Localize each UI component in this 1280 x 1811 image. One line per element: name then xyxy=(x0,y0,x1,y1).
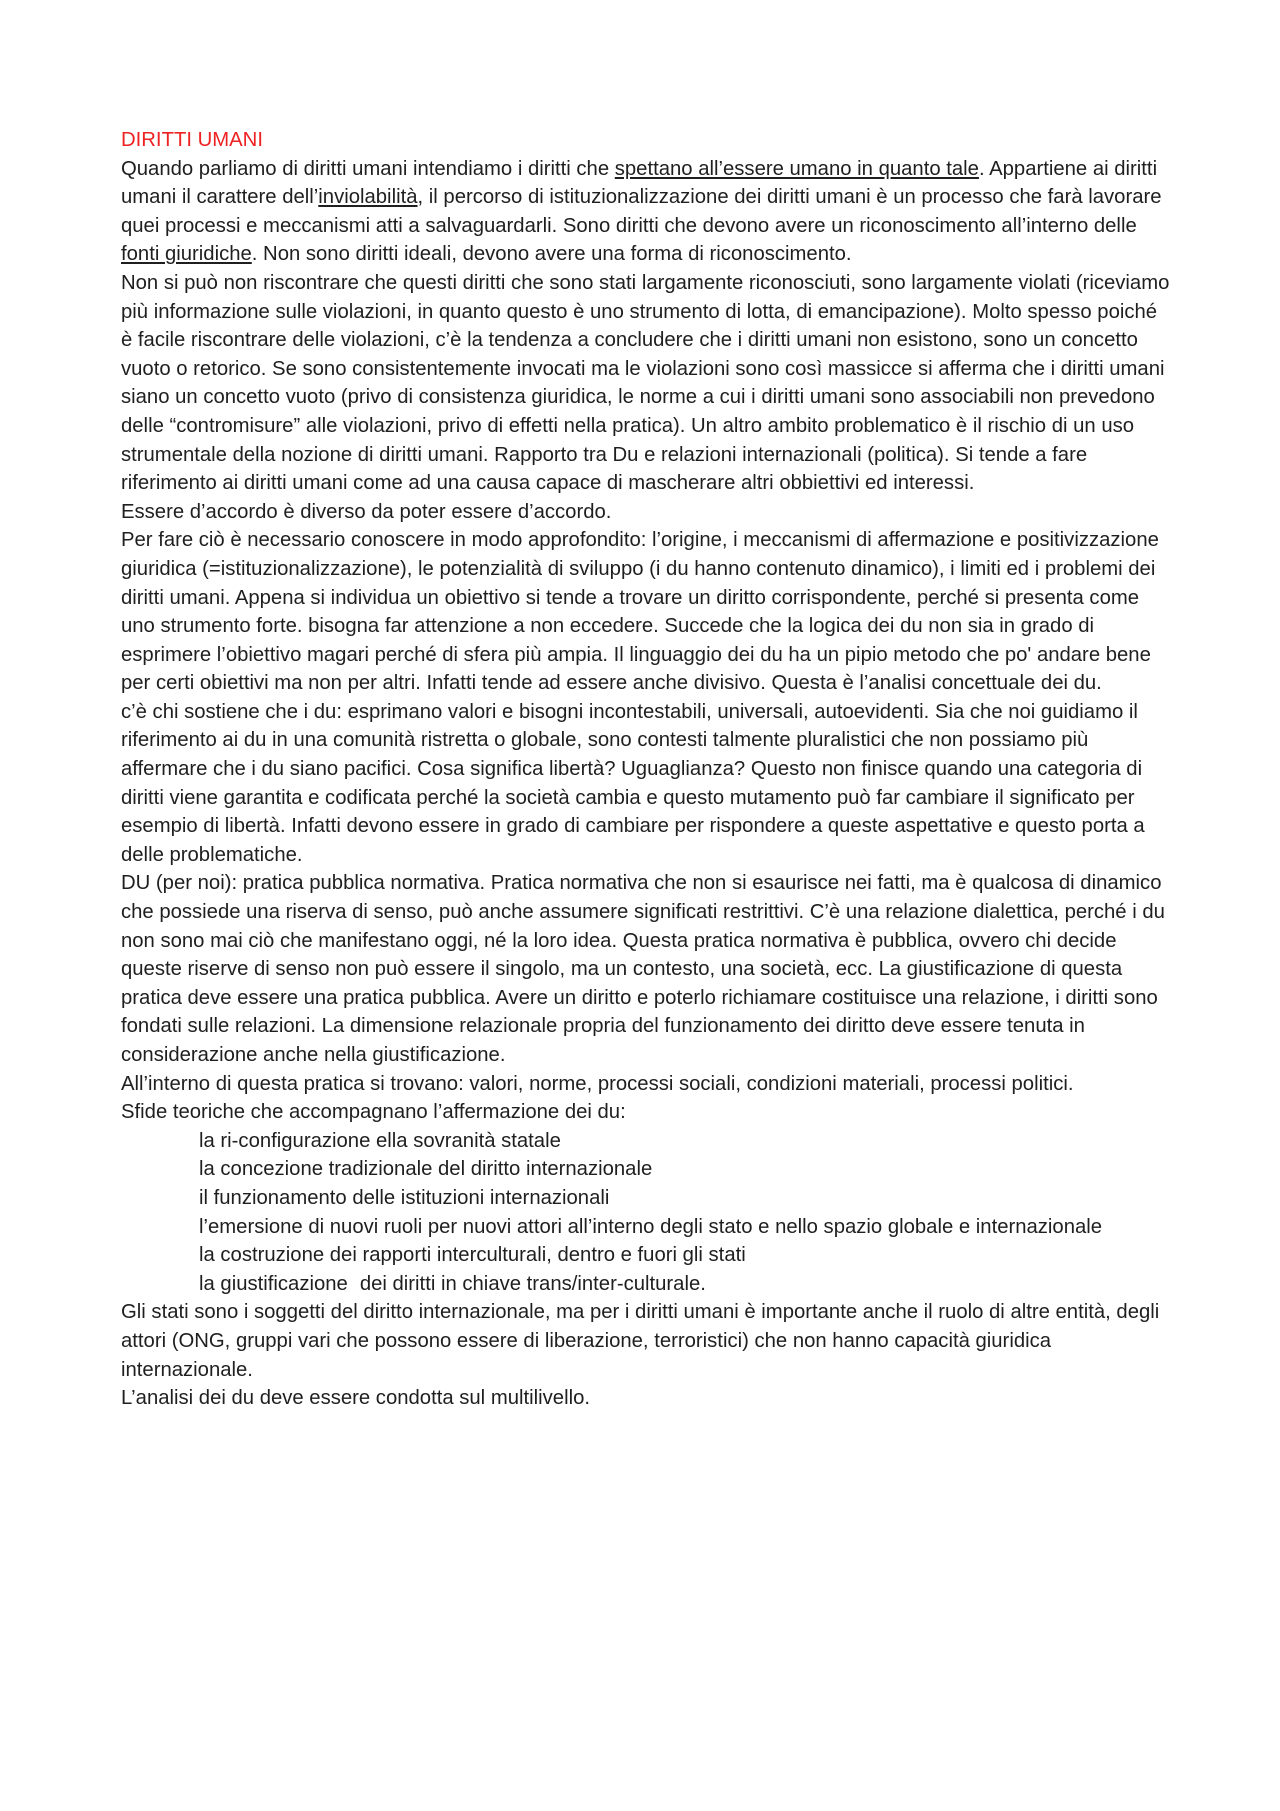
intro-text-a: Quando parliamo di diritti umani intendiamo i diritti che xyxy=(121,157,615,180)
paragraph-pratica-normativa: DU (per noi): pratica pubblica normativa. Pratica normativa che non si esaurisce nei fatti, ma è qualcosa di dinamico che possiede una riserva di senso, può anche assumere significati restrittivi. C’è una relazione dialettica, perché i du non sono mai ciò che manifestano oggi, né la loro idea. Questa pratica normativa è pubblica, ovvero chi decide queste riserve di senso non può essere il singolo, ma un contesto, una società, ecc. La giustificazione di questa pratica deve essere una pratica pubblica. Avere un diritto e poterlo richiamare costituisce una relazione, i diritti sono fondati sulle relazioni. La dimensione relazionale propria del funzionamento dei diritto deve essere tenuta in considerazione anche nella giustificazione. xyxy=(121,872,1165,1066)
underlined-phrase-fonti-giuridiche: fonti giuridiche xyxy=(121,243,252,266)
paragraph-elementi-pratica: All’interno di questa pratica si trovano: valori, norme, processi sociali, condizioni materiali, processi politici. xyxy=(121,1072,1074,1095)
document-title: DIRITTI UMANI xyxy=(121,129,263,151)
intro-text-b: . Appartiene ai diritti umani il carattere dell’ xyxy=(121,157,1158,209)
intro-text-d: . Non sono diritti ideali, devono avere una forma di riconoscimento. xyxy=(251,243,852,266)
document-page xyxy=(121,126,1171,1413)
list-item: il funzionamento delle istituzioni internazionali xyxy=(199,1186,610,1209)
underlined-word-inviolabilita: inviolabilità xyxy=(318,186,418,209)
underlined-phrase-essere-umano: spettano all’essere umano in quanto tale xyxy=(614,157,979,180)
list-item: la ri-configurazione ella sovranità statale xyxy=(199,1129,561,1152)
list-item-text-b: dei diritti in chiave trans/inter-culturale. xyxy=(359,1272,706,1295)
paragraph-intro xyxy=(121,155,1171,269)
list-item: la concezione tradizionale del diritto internazionale xyxy=(199,1158,653,1181)
list-item-wrapped xyxy=(121,1213,1171,1242)
paragraph-violazioni: Non si può non riscontrare che questi diritti che sono stati largamente riconosciuti, sono largamente violati (riceviamo più informazione sulle violazioni, in quanto questo è uno strumento di lotta, di emancipazione). Molto spesso poiché è facile riscontrare delle violazioni, c’è la tendenza a concludere che i diritti umani non esistono, sono un concetto vuoto o retorico. Se sono consistentemente invocati ma le violazioni sono così massicce si afferma che i diritti umani siano un concetto vuoto (privo di consistenza giuridica, le norme a cui i diritti umani sono associabili non prevedono delle “contromisure” alle violazioni, privo di effetti nella pratica). Un altro ambito problematico è il rischio di un uso strumentale della nozione di diritti umani. Rapporto tra Du e relazioni internazionali (politica). Si tende a fare riferimento ai diritti umani come ad una causa capace di mascherare altri obbiettivi ed interessi. xyxy=(121,271,1170,495)
paragraph-accordo: Essere d’accordo è diverso da poter essere d’accordo. xyxy=(121,500,612,523)
list-item-text: l’emersione di nuovi ruoli per nuovi attori all’interno degli stato e nello spazio globale e internazionale xyxy=(199,1215,1103,1238)
intro-text-c: , il percorso di istituzionalizzazione dei diritti umani è un processo che farà lavorare quei processi e meccanismi atti a salvaguardarli. Sono diritti che devono avere un riconoscimento all’interno delle xyxy=(121,186,1162,237)
paragraph-sfide-teoriche: Sfide teoriche che accompagnano l’affermazione dei du: xyxy=(121,1101,626,1124)
list-item-text-a: la giustificazione xyxy=(199,1272,348,1295)
list-item: la costruzione dei rapporti interculturali, dentro e fuori gli stati xyxy=(199,1244,746,1267)
paragraph-pluralismo: c’è chi sostiene che i du: esprimano valori e bisogni incontestabili, universali, autoevidenti. Sia che noi guidiamo il riferimento ai du in una comunità ristretta o globale, sono contesti talmente pluralistici che non possiamo più affermare che i du siano pacifici. Cosa significa libertà? Uguaglianza? Questo non finisce quando una categoria di diritti viene garantita e codificata perché la società cambia e questo mutamento può far cambiare il significato per esempio di libertà. Infatti devono essere in grado di cambiare per rispondere a queste aspettative e questo porta a delle problematiche. xyxy=(121,700,1145,866)
paragraph-multilivello: L’analisi dei du deve essere condotta sul multilivello. xyxy=(121,1387,590,1410)
list-item xyxy=(121,1270,1171,1299)
paragraph-stati-attori: Gli stati sono i soggetti del diritto internazionale, ma per i diritti umani è importante anche il ruolo di altre entità, degli attori (ONG, gruppi vari che possono essere di liberazione, terroristici) che non hanno capacità giuridica internazionale. xyxy=(121,1301,1160,1381)
paragraph-analisi-concettuale: Per fare ciò è necessario conoscere in modo approfondito: l’origine, i meccanismi di affermazione e positivizzazione giuridica (=istituzionalizzazione), le potenzialità di sviluppo (i du hanno contenuto dinamico), i limiti ed i problemi dei diritti umani. Appena si individua un obiettivo si tende a trovare un diritto corrispondente, perché si presenta come uno strumento forte. bisogna far attenzione a non eccedere. Succede che la logica dei du non sia in grado di esprimere l’obiettivo magari perché di sfera più ampia. Il linguaggio dei du ha un pipio metodo che po' andare bene per certi obiettivi ma non per altri. Infatti tende ad essere anche divisivo. Questa è l’analisi concettuale dei du. xyxy=(121,529,1159,695)
